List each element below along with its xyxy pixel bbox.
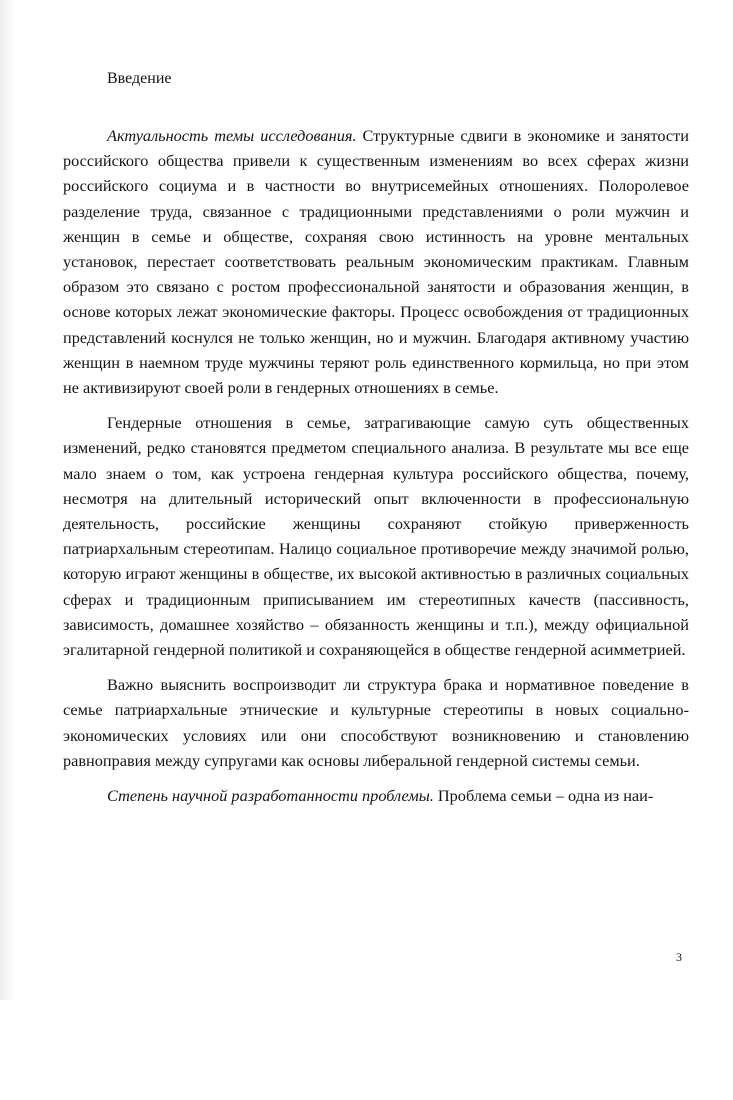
paragraph-text: Структурные сдвиги в экономике и занятости российского общества привели к существенным изменениям во всех сферах жизни российского социума и в частности во внутрисемейных отношениях. Полоролевое разделение труда, связанное с традиционными представлениями о роли мужчин и женщин в семье и обществе, сохраняя свою истинность на уровне ментальных установок, перестает соответствовать реальным экономическим практикам. Главным образом это связано с ростом профессиональной занятости и образования женщин, в основе которых лежат экономические факторы. Процесс освобождения от традиционных представлений коснулся не только женщин, но и мужчин. Благодаря активному участию женщин в наемном труде мужчины теряют роль единственного кормильца, но при этом не активизируют своей роли в гендерных отношениях в семье.: [63, 126, 689, 398]
paragraph-lead: Актуальность темы исследования.: [107, 126, 357, 145]
paragraph-gender-relations: [63, 410, 689, 662]
paragraph-relevance: [63, 123, 689, 400]
body-text: [63, 123, 689, 818]
paragraph-text: Гендерные отношения в семье, затрагивающие самую суть общественных изменений, редко становятся предметом специального анализа. В результате мы все еще мало знаем о том, как устроена гендерная культура российского общества, почему, несмотря на длительный исторический опыт включенности в профессиональную деятельность, российские женщины сохраняют стойкую приверженность патриархальным стереотипам. Налицо социальное противоречие между значимой ролью, которую играют женщины в обществе, их высокой активностью в различных социальных сферах и традиционным приписыванием им стереотипных качеств (пассивность, зависимость, домашнее хозяйство – обязанность женщины и т.п.), между официальной эгалитарной гендерной политикой и сохраняющейся в обществе гендерной асимметрией.: [63, 413, 689, 660]
paragraph-marriage-structure: [63, 672, 689, 773]
paragraph-text: Важно выяснить воспроизводит ли структура брака и нормативное поведение в семье патриархальные этнические и культурные стереотипы в новых социально-экономических условиях или они способствуют возникновению и становлению равноправия между супругами как основы либеральной гендерной системы семьи.: [63, 675, 689, 770]
section-heading: Введение: [107, 70, 172, 87]
paragraph-lead: Степень научной разработанности проблемы.: [107, 786, 434, 806]
scan-edge-shadow: [0, 0, 14, 1000]
paragraph-text: Проблема семьи – одна из наи-: [433, 786, 654, 806]
paragraph-research-degree: [63, 783, 689, 808]
page-number: 3: [676, 950, 682, 964]
